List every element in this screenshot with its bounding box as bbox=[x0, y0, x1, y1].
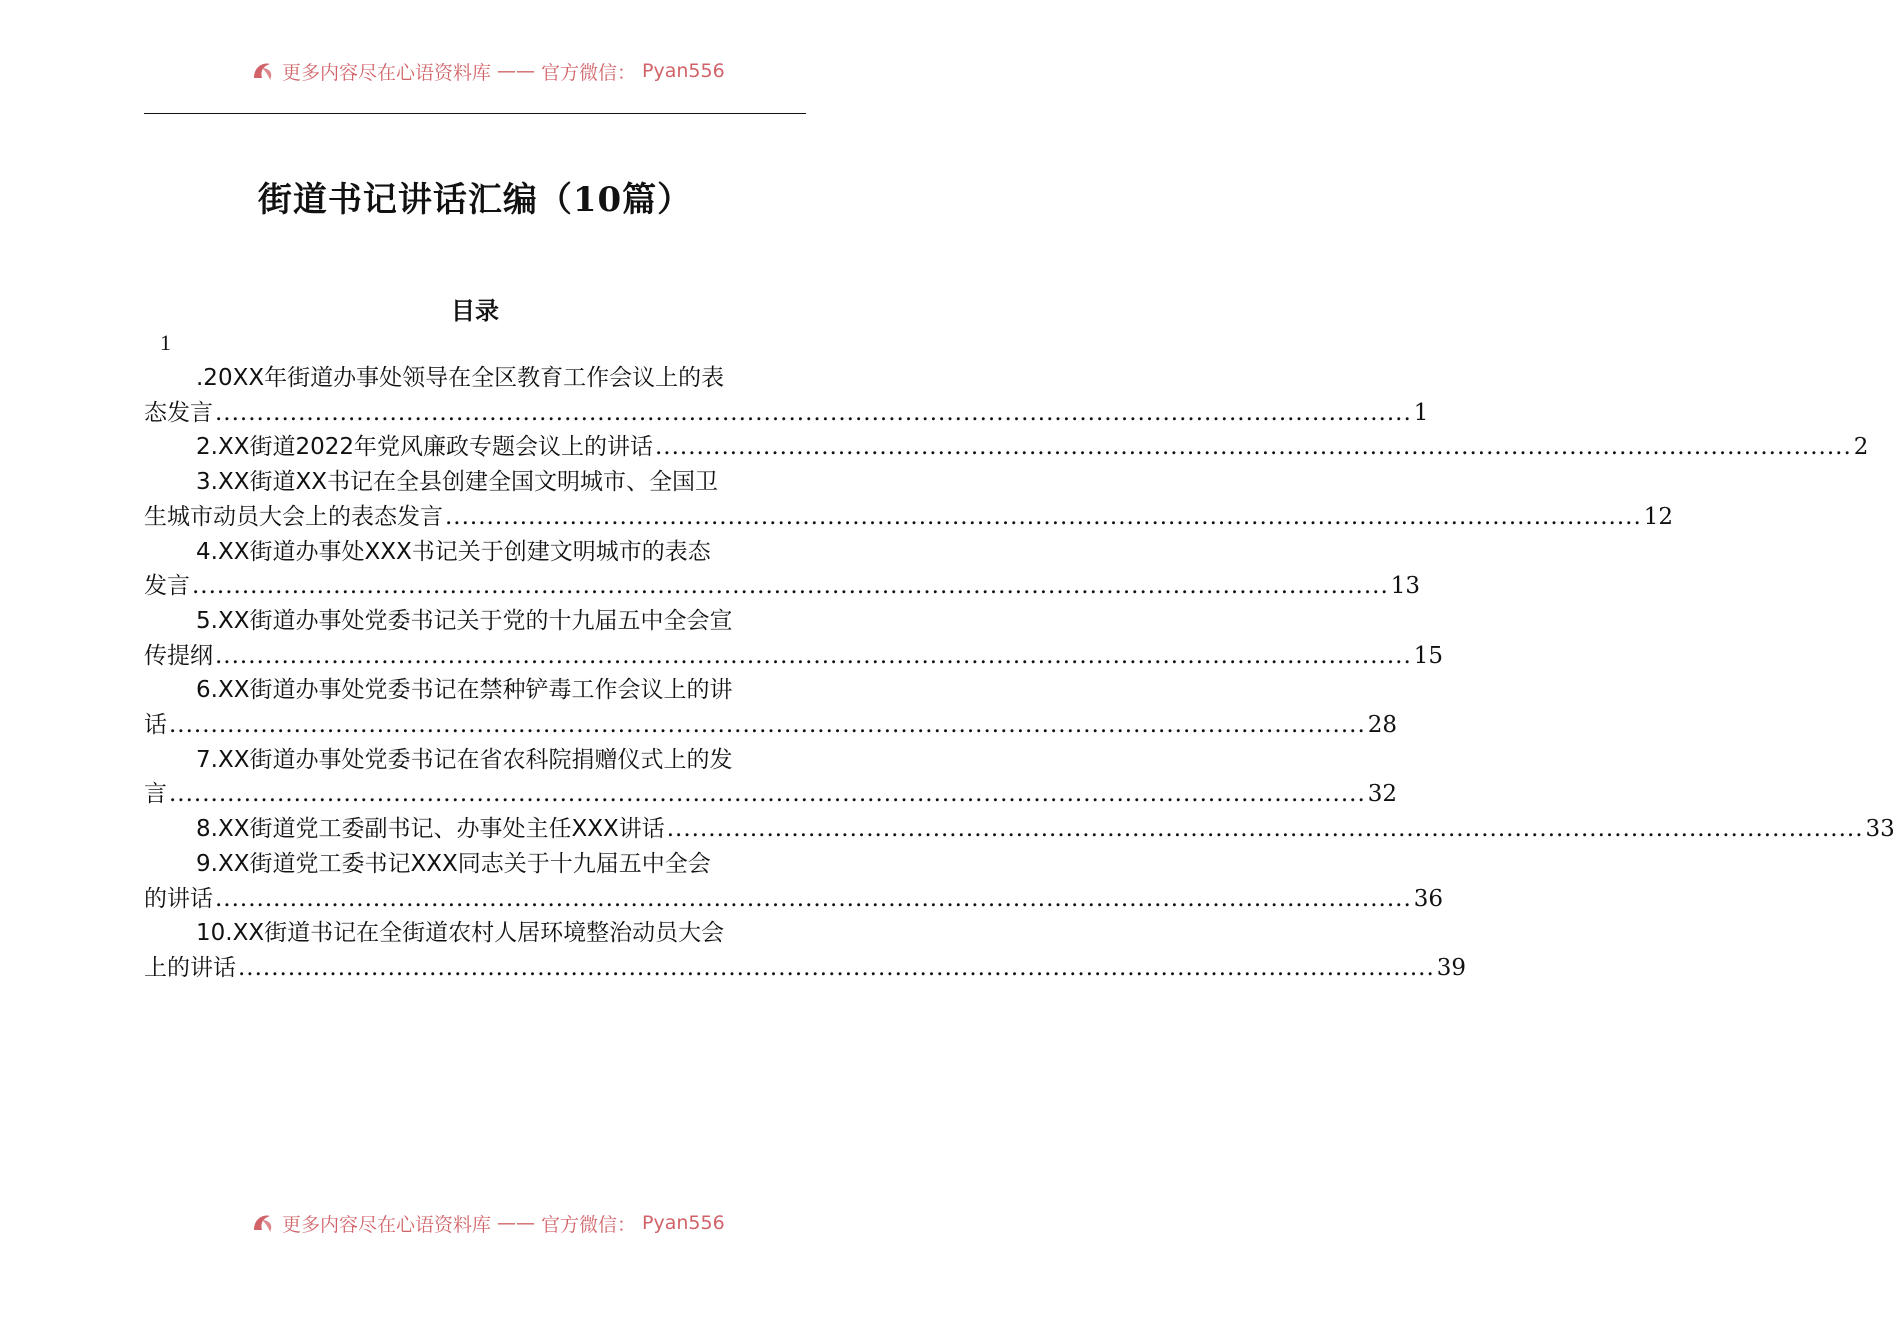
toc-entry-first-line: 9.XX街道党工委书记XXX同志关于十九届五中全会 bbox=[196, 850, 711, 877]
watermark-wechat-id: Pyan556 bbox=[642, 1212, 725, 1234]
toc-page-number: 13 bbox=[1390, 573, 1421, 600]
toc-leader: ................................................................................................................................................ bbox=[238, 954, 1435, 981]
toc-page-number: 15 bbox=[1413, 642, 1444, 669]
toc-page-number: 36 bbox=[1413, 885, 1444, 912]
toc-entry-first-line: 5.XX街道办事处党委书记关于党的十九届五中全会宣 bbox=[196, 607, 733, 634]
header-rule bbox=[144, 113, 806, 114]
stray-list-number: 1 bbox=[160, 330, 171, 355]
watermark-header bbox=[250, 56, 725, 86]
watermark-official: 官方微信： bbox=[541, 61, 637, 84]
watermark-text: 更多内容尽在心语资料库 bbox=[282, 61, 492, 84]
toc-entry-last-line: 发言 bbox=[144, 573, 190, 600]
logo-icon bbox=[250, 1210, 276, 1236]
toc-leader: ................................................................................................................................................ bbox=[215, 642, 1412, 669]
toc-entry-first-line: 7.XX街道办事处党委书记在省农科院捐赠仪式上的发 bbox=[196, 746, 733, 773]
toc-entry-last-line: 2.XX街道2022年党风廉政专题会议上的讲话 bbox=[196, 434, 653, 461]
toc-entry[interactable] bbox=[144, 535, 1421, 604]
watermark-wechat-id: Pyan556 bbox=[642, 60, 725, 82]
toc-entry[interactable] bbox=[144, 361, 1429, 430]
toc-entry[interactable] bbox=[144, 673, 1398, 742]
toc-entry-last-line: 话 bbox=[144, 712, 167, 739]
toc-leader: ................................................................................................................................................ bbox=[215, 885, 1412, 912]
toc-entry-last-line: 上的讲话 bbox=[144, 954, 236, 981]
toc-page-number: 33 bbox=[1865, 816, 1895, 843]
toc-page-number: 28 bbox=[1367, 712, 1398, 739]
toc-leader: ................................................................................................................................................ bbox=[169, 712, 1366, 739]
toc-leader: ................................................................................................................................................ bbox=[666, 816, 1864, 843]
toc-leader: ................................................................................................................................................ bbox=[445, 503, 1642, 530]
toc-entry-first-line: .20XX年街道办事处领导在全区教育工作会议上的表 bbox=[196, 365, 725, 391]
watermark-footer bbox=[250, 1208, 725, 1238]
toc-entry-first-line: 10.XX街道书记在全街道农村人居环境整治动员大会 bbox=[196, 920, 725, 947]
toc-entry[interactable] bbox=[144, 847, 1444, 916]
toc-page-number: 39 bbox=[1436, 954, 1467, 981]
toc-entry-last-line: 生城市动员大会上的表态发言 bbox=[144, 503, 443, 530]
watermark-official: 官方微信： bbox=[541, 1213, 637, 1236]
toc-leader: ................................................................................................................................................ bbox=[215, 399, 1412, 426]
watermark-separator: —— bbox=[497, 1212, 536, 1234]
toc-page-number: 1 bbox=[1413, 399, 1429, 426]
toc-entry-last-line: 传提纲 bbox=[144, 642, 213, 669]
toc-entry-first-line: 3.XX街道XX书记在全县创建全国文明城市、全国卫 bbox=[196, 469, 718, 496]
toc-entry-last-line: 言 bbox=[144, 781, 167, 808]
toc-entry-first-line: 4.XX街道办事处XXX书记关于创建文明城市的表态 bbox=[196, 538, 711, 565]
toc-entry-last-line: 态发言 bbox=[144, 399, 213, 426]
table-of-contents bbox=[144, 361, 1895, 986]
toc-entry[interactable] bbox=[144, 430, 1869, 465]
toc-entry-last-line: 的讲话 bbox=[144, 885, 213, 912]
toc-leader: ................................................................................................................................................ bbox=[192, 573, 1389, 600]
toc-entry[interactable] bbox=[144, 812, 1895, 847]
watermark-separator: —— bbox=[497, 60, 536, 82]
toc-page-number: 2 bbox=[1853, 434, 1869, 461]
toc-heading: 目录 bbox=[451, 297, 499, 325]
toc-leader: ................................................................................................................................................ bbox=[655, 434, 1852, 461]
toc-entry-first-line: 6.XX街道办事处党委书记在禁种铲毒工作会议上的讲 bbox=[196, 677, 733, 704]
toc-leader: ................................................................................................................................................ bbox=[169, 781, 1366, 808]
toc-entry[interactable] bbox=[144, 465, 1674, 534]
toc-entry[interactable] bbox=[144, 743, 1398, 812]
logo-icon bbox=[250, 58, 276, 84]
toc-entry[interactable] bbox=[144, 604, 1444, 673]
watermark-text: 更多内容尽在心语资料库 bbox=[282, 1213, 492, 1236]
toc-page-number: 12 bbox=[1643, 503, 1674, 530]
toc-entry-last-line: 8.XX街道党工委副书记、办事处主任XXX讲话 bbox=[196, 816, 665, 843]
toc-entry[interactable] bbox=[144, 916, 1467, 985]
document-title: 街道书记讲话汇编（10篇） bbox=[257, 180, 693, 220]
toc-page-number: 32 bbox=[1367, 781, 1398, 808]
